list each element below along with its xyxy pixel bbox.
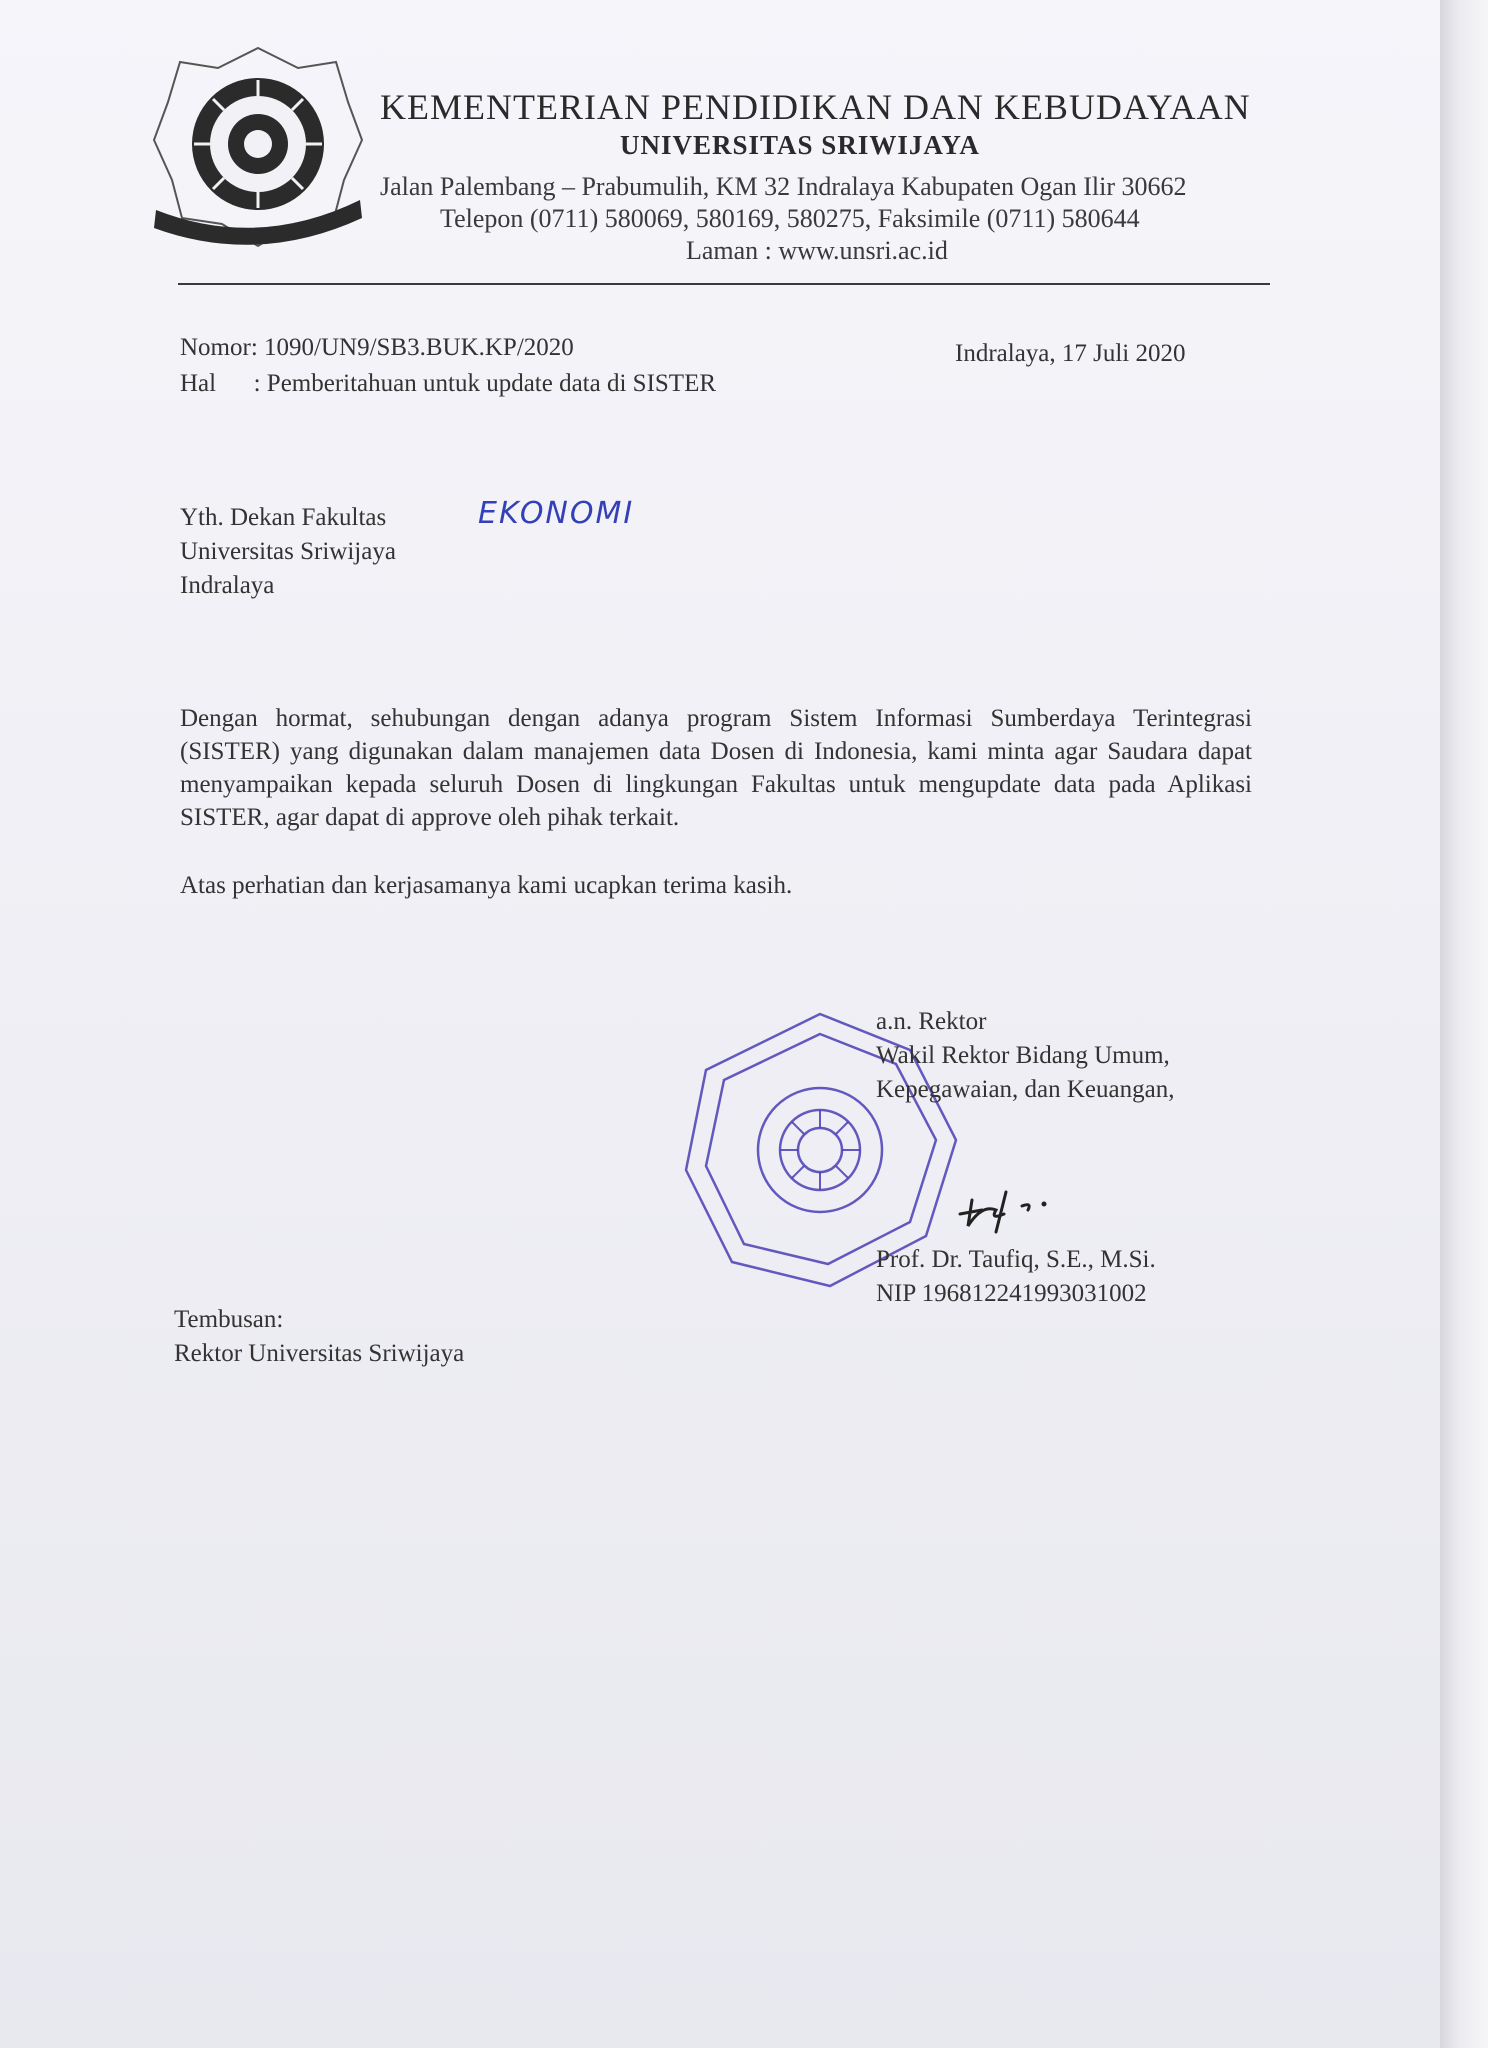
letterhead-ministry: KEMENTERIAN PENDIDIKAN DAN KEBUDAYAAN: [380, 87, 1251, 127]
signatory-title-2: Kepegawaian, dan Keuangan,: [876, 1076, 1175, 1103]
letter-date: Indralaya, 17 Juli 2020: [955, 340, 1186, 367]
scan-edge: [1440, 0, 1488, 2048]
handwritten-faculty-note: EKONOMI: [478, 496, 635, 531]
handwritten-signature: [952, 1180, 1062, 1240]
cc-label: Tembusan:: [174, 1306, 284, 1333]
body-paragraph: Dengan hormat, sehubungan dengan adanya program Sistem Informasi Sumberdaya Terintegrasi (SISTER) yang digunakan dalam manajemen data Dosen di Indonesia, kami minta agar Saudara dapat menyampaikan kepada seluruh Dosen di lingkungan Fakultas untuk mengupdate data pada Aplikasi SISTER, agar dapat di approve oleh pihak terkait.: [180, 705, 1252, 831]
letterhead-divider: [178, 283, 1270, 285]
recipient-line-3: Indralaya: [180, 572, 275, 599]
signatory-title-1: Wakil Rektor Bidang Umum,: [876, 1042, 1170, 1069]
signatory-on-behalf: a.n. Rektor: [876, 1008, 987, 1035]
letterhead-phone: Telepon (0711) 580069, 580169, 580275, Faksimile (0711) 580644: [440, 204, 1140, 233]
cc-recipient: Rektor Universitas Sriwijaya: [174, 1340, 465, 1367]
letter-number: Nomor: 1090/UN9/SB3.BUK.KP/2020: [180, 334, 574, 361]
recipient-line-2: Universitas Sriwijaya: [180, 538, 396, 565]
letterhead-university: UNIVERSITAS SRIWIJAYA: [620, 130, 980, 160]
signatory-nip: NIP 196812241993031002: [876, 1280, 1147, 1307]
recipient-line-1: Yth. Dekan Fakultas: [180, 504, 387, 531]
signatory-name: Prof. Dr. Taufiq, S.E., M.Si.: [876, 1246, 1156, 1273]
letter-subject: Hal : Pemberitahuan untuk update data di SISTER: [180, 370, 717, 397]
letterhead-website: Laman : www.unsri.ac.id: [686, 236, 948, 265]
university-logo: [148, 40, 368, 260]
closing-sentence: Atas perhatian dan kerjasamanya kami ucapkan terima kasih.: [180, 872, 793, 899]
letterhead-address: Jalan Palembang – Prabumulih, KM 32 Indralaya Kabupaten Ogan Ilir 30662: [380, 172, 1187, 201]
